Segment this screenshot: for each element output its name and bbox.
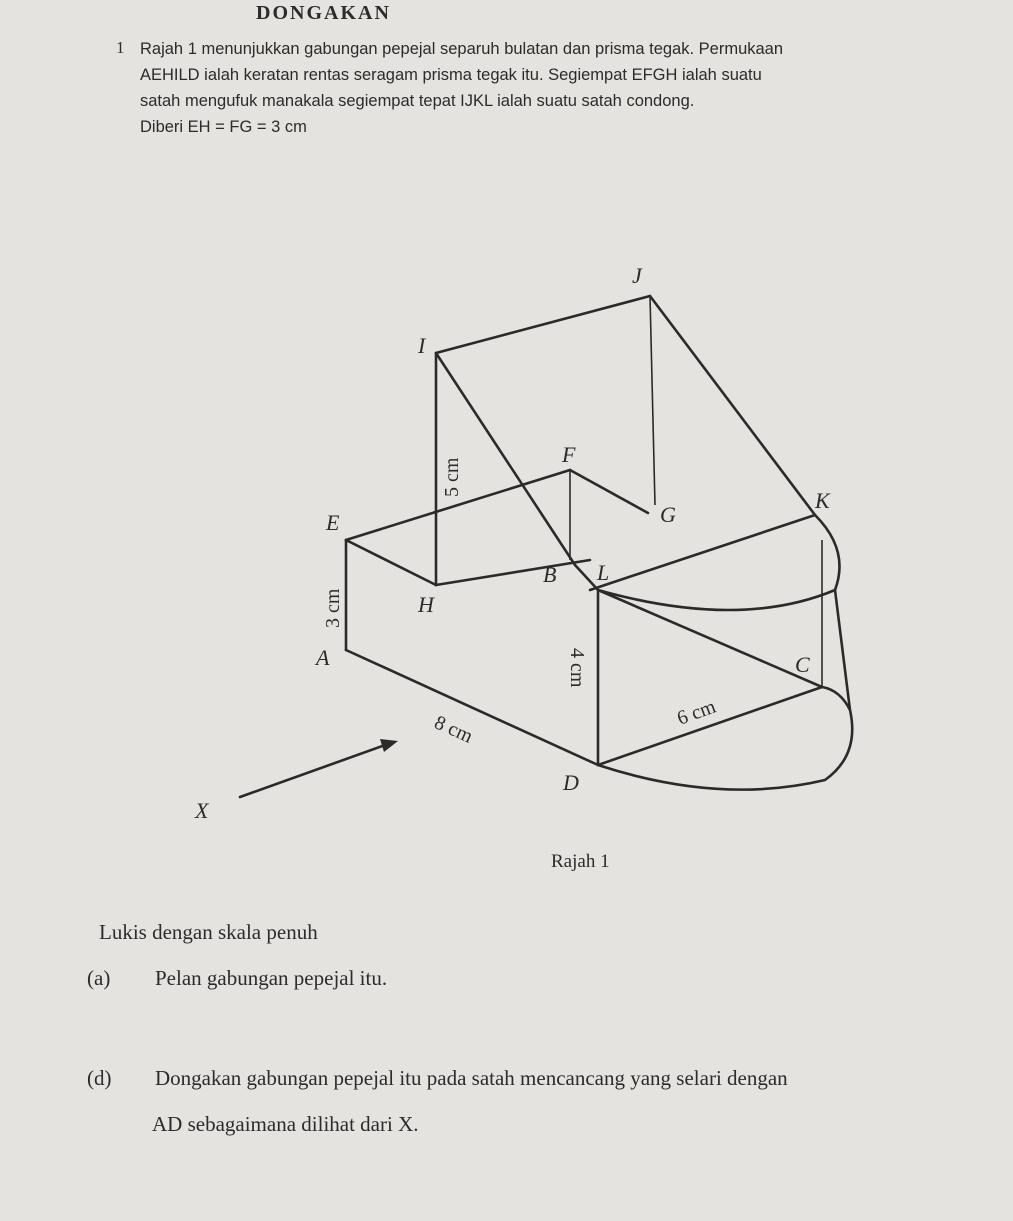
part-a-text: Pelan gabungan pepejal itu. <box>155 966 388 990</box>
label-f: F <box>562 442 576 467</box>
part-d-continuation: AD sebagaimana dilihat dari X. <box>152 1112 419 1136</box>
dim-8cm: 8 cm <box>430 711 476 748</box>
edge-eh <box>346 540 436 585</box>
part-a <box>87 966 387 991</box>
edge-jk <box>650 296 815 515</box>
label-x: X <box>195 798 209 823</box>
edge-ij <box>436 296 650 353</box>
part-a-label: (a) <box>87 966 111 990</box>
edge-fg <box>570 470 648 513</box>
label-j: J <box>632 263 642 288</box>
figure-caption: Rajah 1 <box>551 851 610 872</box>
label-e: E <box>326 510 340 535</box>
label-h: H <box>418 592 434 617</box>
semicircle-top <box>598 515 840 610</box>
intro-line: Rajah 1 menunjukkan gabungan pepejal separuh bulatan dan prisma tegak. Permukaan <box>140 40 784 58</box>
dim-6cm: 6 cm <box>674 695 719 730</box>
label-d: D <box>563 770 579 795</box>
part-d-label: (d) <box>87 1066 112 1090</box>
label-a: A <box>316 645 330 670</box>
label-c: C <box>795 652 810 677</box>
label-g: G <box>660 502 676 527</box>
intro-line: AEHILD ialah keratan rentas seragam prisma tegak itu. Segiempat EFGH ialah suatu <box>140 66 762 85</box>
label-l: L <box>597 560 610 585</box>
label-k: K <box>815 488 830 513</box>
dim-5cm: 5 cm <box>441 457 463 497</box>
instruction: Lukis dengan skala penuh <box>99 920 318 944</box>
view-arrow-head <box>380 739 398 752</box>
edge-lk <box>590 515 815 590</box>
dim-3cm: 3 cm <box>322 588 344 628</box>
view-arrow-line <box>240 744 388 797</box>
dim-4cm: 4 cm <box>566 648 588 688</box>
edge-jl <box>650 296 655 505</box>
semicircle-bottom <box>598 687 852 790</box>
edge-hl <box>436 560 590 585</box>
part-d <box>87 1066 788 1091</box>
label-i: I <box>418 333 426 358</box>
question-number: 1 <box>116 38 125 57</box>
section-header: DONGAKAN <box>256 2 391 24</box>
intro-line: satah mengufuk manakala segiempat tepat IJKL ialah suatu satah condong. <box>140 92 695 111</box>
intro-line: Diberi EH = FG = 3 cm <box>140 118 307 137</box>
edge-l-corner <box>575 565 598 590</box>
part-d-text: Dongakan gabungan pepejal itu pada satah mencancang yang selari dengan <box>155 1066 788 1090</box>
label-b: B <box>543 562 557 587</box>
semicircle-right-edge <box>835 590 850 710</box>
